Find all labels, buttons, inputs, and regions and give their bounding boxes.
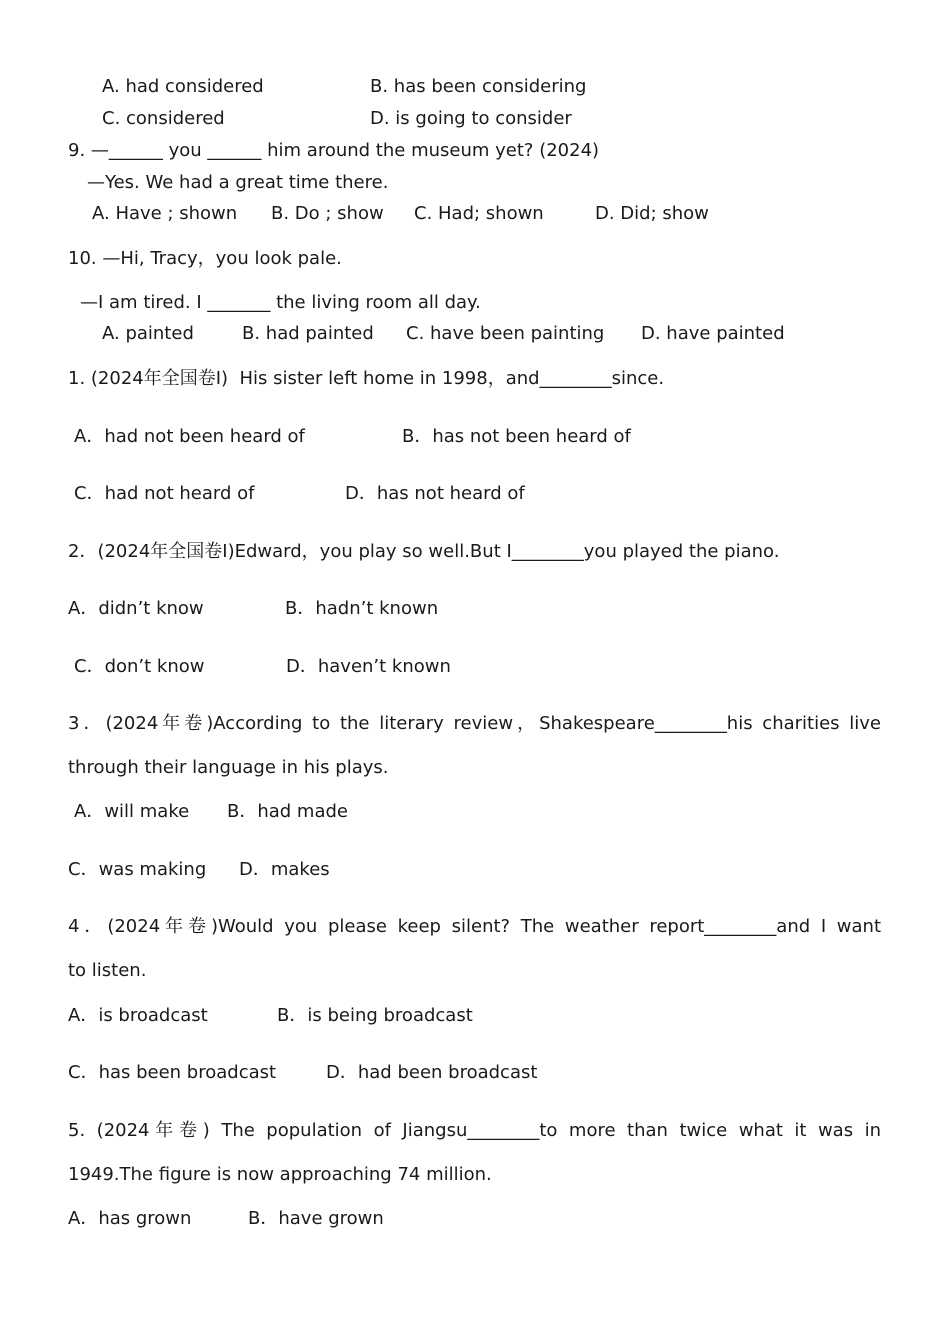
exam-q4-option-a: A．is broadcast xyxy=(68,1005,208,1026)
exam-q5-stem-line2: 1949.The figure is now approaching 74 million. xyxy=(68,1164,492,1185)
q9-option-c: C. Had; shown xyxy=(414,203,544,224)
exam-q3-option-d: D．makes xyxy=(239,859,330,880)
exam-q2-option-c: C．don’t know xyxy=(74,656,205,677)
exam-q4-option-c: C．has been broadcast xyxy=(68,1062,277,1083)
q9-option-d: D. Did; show xyxy=(595,203,709,224)
q10-reply: —I am tired. I _______ the living room all day. xyxy=(80,292,481,313)
q10-option-b: B. had painted xyxy=(242,323,374,344)
exam-q4-stem-line2: to listen. xyxy=(68,960,147,981)
exam-q2-stem: 2．(2024年全国卷Ⅰ)Edward，you play so well.But I________you played the piano. xyxy=(68,541,780,562)
exam-q5-option-b: B．have grown xyxy=(248,1208,384,1229)
q9-option-b: B. Do ; show xyxy=(271,203,384,224)
exam-q2-option-a: A．didn’t know xyxy=(68,598,204,619)
exam-q3-option-a: A．will make xyxy=(74,801,190,822)
exam-q1-option-d: D．has not heard of xyxy=(345,483,525,504)
q8-option-c: C. considered xyxy=(102,108,225,129)
exam-q3-stem-line1: 3．(2024年卷)According to the literary review，Shakespeare________his charities live xyxy=(68,713,881,734)
q8-option-d: D. is going to consider xyxy=(370,108,572,129)
exam-q3-stem-line2: through their language in his plays. xyxy=(68,757,389,778)
q10-option-c: C. have been painting xyxy=(406,323,605,344)
exam-q1-option-b: B．has not been heard of xyxy=(402,426,631,447)
q9-stem: 9. —______ you ______ him around the museum yet? (2024) xyxy=(68,140,600,161)
q9-option-a: A. Have ; shown xyxy=(92,203,238,224)
q8-option-b: B. has been considering xyxy=(370,76,587,97)
exam-q1-option-c: C．had not heard of xyxy=(74,483,255,504)
exam-q4-stem-line1: 4．(2024年卷)Would you please keep silent? The weather report________and I want xyxy=(68,916,881,937)
q10-option-a: A. painted xyxy=(102,323,194,344)
exam-q4-option-d: D．had been broadcast xyxy=(326,1062,538,1083)
exam-q3-option-c: C．was making xyxy=(68,859,207,880)
q9-reply: —Yes. We had a great time there. xyxy=(87,172,389,193)
exam-q2-option-b: B．hadn’t known xyxy=(285,598,439,619)
exam-q5-option-a: A．has grown xyxy=(68,1208,192,1229)
exam-q4-option-b: B．is being broadcast xyxy=(277,1005,473,1026)
exam-q1-option-a: A．had not been heard of xyxy=(74,426,305,447)
q8-option-a: A. had considered xyxy=(102,76,264,97)
q10-stem: 10. —Hi, Tracy，you look pale. xyxy=(68,248,342,269)
exam-q1-stem: 1. (2024年全国卷Ⅰ) His sister left home in 1998，and________since. xyxy=(68,368,665,389)
exam-q3-option-b: B．had made xyxy=(227,801,348,822)
exam-q5-stem-line1: 5. (2024年卷) The population of Jiangsu________to more than twice what it was in xyxy=(68,1120,881,1141)
exam-q2-option-d: D．haven’t known xyxy=(286,656,451,677)
q10-option-d: D. have painted xyxy=(641,323,785,344)
